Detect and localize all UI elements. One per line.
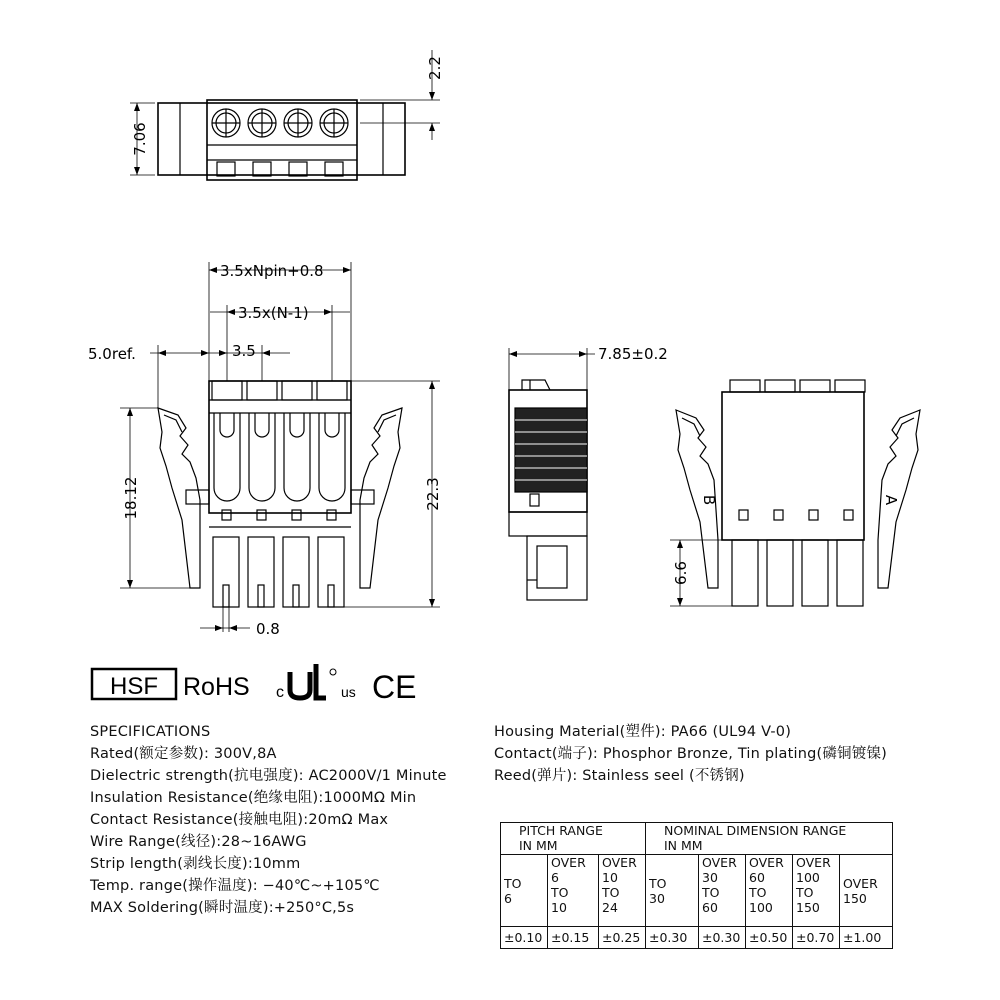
mark-a: A (882, 494, 900, 506)
spec-line: Contact Resistance(接触电阻):20mΩ Max (90, 812, 389, 828)
table-cell: OVER 10 TO 24 (599, 855, 646, 927)
ul-c-mark: c (276, 684, 284, 701)
spec-line: Rated(额定参数): 300V,8A (90, 746, 277, 762)
dim-top-height: 7.06 (131, 122, 149, 156)
table-cell: ±0.70 (793, 927, 840, 949)
table-cell: OVER 6 TO 10 (548, 855, 599, 927)
spec-line: Wire Range(线径):28~16AWG (90, 834, 307, 850)
ce-logo: CE (372, 669, 417, 705)
dim-body-height: 18.12 (122, 476, 140, 520)
dim-overall-width: 3.5xNpin+0.8 (220, 262, 324, 280)
table-cell: OVER 100 TO 150 (793, 855, 840, 927)
table-cell: ±0.50 (746, 927, 793, 949)
table-cell: OVER 60 TO 100 (746, 855, 793, 927)
table-cell: TO 30 (646, 855, 699, 927)
ul-logo (290, 664, 326, 698)
dim-pitch-span: 3.5x(N-1) (238, 304, 309, 322)
table-cell: ±0.15 (548, 927, 599, 949)
table-cell: ±0.25 (599, 927, 646, 949)
spec-line: Temp. range(操作温度): −40℃~+105℃ (90, 878, 380, 894)
dim-pitch: 3.5 (232, 342, 256, 360)
certification-logos (92, 664, 416, 705)
table-cell: TO 6 (501, 855, 548, 927)
dim-total-height: 22.3 (424, 477, 442, 511)
spec-line: Housing Material(塑件): PA66 (UL94 V-0) (494, 724, 792, 740)
table-range-row (501, 855, 893, 927)
top-view (130, 50, 440, 180)
nominal-range-header: NOMINAL DIMENSION RANGE IN MM (646, 823, 893, 855)
table-tolerance-row (501, 927, 893, 949)
spec-line: MAX Soldering(瞬时温度):+250°C,5s (90, 900, 355, 916)
dim-pin-width: 0.8 (256, 620, 280, 638)
side-view (509, 348, 595, 600)
table-cell: ±1.00 (840, 927, 893, 949)
specifications-heading: SPECIFICATIONS (90, 724, 211, 740)
dim-top-offset: 2.2 (426, 56, 444, 80)
spec-line: Contact(端子): Phosphor Bronze, Tin plating(磷铜镀镍) (494, 746, 887, 762)
hsf-logo: HSF (110, 673, 158, 700)
spec-line: Reed(弹片): Stainless seel (不锈钢) (494, 768, 745, 784)
back-view (670, 380, 920, 606)
specifications-right (494, 721, 887, 787)
table-cell: OVER 150 (840, 855, 893, 927)
spec-line: Dielectric strength(抗电强度): AC2000V/1 Minute (90, 768, 447, 784)
spec-line: Insulation Resistance(绝缘电阻):1000MΩ Min (90, 790, 417, 806)
table-cell: ±0.30 (646, 927, 699, 949)
dim-ref-offset: 5.0ref. (88, 345, 136, 363)
rohs-logo: RoHS (183, 673, 250, 701)
dim-side-depth: 7.85±0.2 (598, 345, 668, 363)
ul-us-mark: us (341, 684, 356, 700)
mark-b: B (700, 494, 718, 506)
table-cell: ±0.30 (699, 927, 746, 949)
table-cell: OVER 30 TO 60 (699, 855, 746, 927)
pitch-range-header: PITCH RANGE IN MM (501, 823, 646, 855)
specifications-left (90, 721, 447, 919)
table-header-row (501, 823, 893, 855)
spec-line: Strip length(剥线长度):10mm (90, 856, 301, 872)
table-cell: ±0.10 (501, 927, 548, 949)
dim-pin-length: 6.6 (672, 561, 690, 585)
tolerance-table (500, 822, 893, 949)
